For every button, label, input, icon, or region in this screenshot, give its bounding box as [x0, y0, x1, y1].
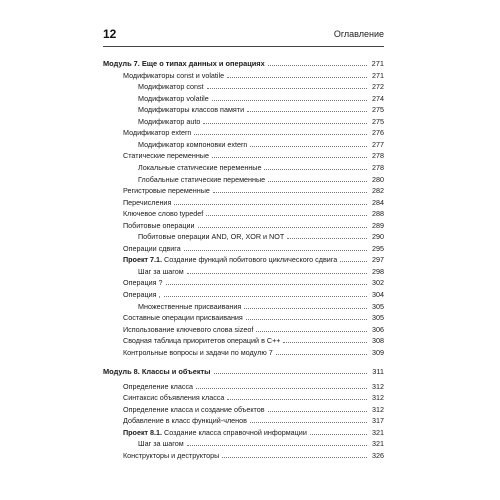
toc-page-number: 288 [372, 209, 384, 219]
toc-entry [103, 230, 384, 241]
toc-entry-label: Операции сдвига [123, 243, 181, 253]
toc-page-number: 321 [372, 427, 384, 437]
toc-page-number: 275 [372, 105, 384, 115]
toc-entry-label: Операция ? [123, 278, 163, 288]
toc-entry [103, 92, 384, 103]
toc-entry [103, 253, 384, 264]
toc-page-number: 309 [372, 347, 384, 357]
module-heading [103, 57, 384, 68]
toc-entry-label: Регистровые переменные [123, 186, 210, 196]
toc-entry-label: Определение класса [123, 381, 194, 391]
toc-entry [103, 449, 384, 460]
toc-entry [103, 173, 384, 184]
toc-entry-label: Побитовые операции AND, OR, XOR и NOT [138, 232, 285, 242]
toc-entry-label: Шаг за шагом [138, 266, 184, 276]
header-rule [103, 46, 384, 47]
toc-page-number: 278 [372, 151, 384, 161]
running-head: Оглавление [333, 29, 384, 39]
toc-page-number: 311 [372, 367, 384, 376]
dot-leader [287, 237, 367, 239]
toc-entry-label: Ключевое слово typedef [123, 209, 204, 219]
toc-entry [103, 323, 384, 334]
project-number: Проект 8.1. [123, 427, 163, 437]
toc-page-number: 305 [372, 313, 384, 323]
toc-entry-label: Составные операции присваивания [123, 313, 243, 323]
dot-leader [276, 353, 367, 355]
page-number: 12 [103, 27, 117, 41]
toc-page-number: 306 [372, 324, 384, 334]
toc-page-number: 297 [372, 255, 384, 265]
toc-entry [103, 149, 384, 160]
toc-entry-label: Сводная таблица приоритетов операций в C++ [123, 336, 281, 346]
toc-page-number: 308 [372, 336, 384, 346]
toc-entry [103, 403, 384, 414]
dot-leader [256, 330, 367, 332]
toc-entry [103, 242, 384, 253]
dot-leader [264, 168, 367, 170]
toc-page-number: 280 [372, 174, 384, 184]
dot-leader [206, 214, 367, 216]
toc-entry [103, 196, 384, 207]
toc-entry-label: Использование ключевого слова sizeof [123, 324, 254, 334]
toc-entry-label: Модификатор volatile [138, 93, 209, 103]
dot-leader [246, 318, 367, 320]
project-title: Создание функций побитового циклического сдвига [162, 255, 338, 265]
toc-page-number: 298 [372, 266, 384, 276]
toc-entry-label: Побитовые операции [123, 220, 195, 230]
dot-leader [213, 191, 367, 193]
toc-page-number: 304 [372, 290, 384, 299]
toc-entry [103, 126, 384, 137]
dot-leader [184, 249, 367, 251]
dot-leader [340, 260, 367, 262]
toc-page-number: 276 [372, 128, 384, 138]
dot-leader [207, 87, 367, 89]
toc-entry [103, 115, 384, 126]
toc-entry [103, 311, 384, 322]
project-title: Создание класса справочной информации [162, 427, 307, 437]
toc-page-number: 271 [372, 70, 384, 80]
toc-entry [103, 161, 384, 172]
toc-entry [103, 207, 384, 218]
dot-leader [244, 307, 367, 309]
toc-entry-label: Модуль 8. Классы и объекты [103, 367, 211, 376]
toc-page-number: 326 [372, 450, 384, 460]
toc-entry-label: Модуль 7. Еще о типах данных и операциях [103, 59, 265, 68]
toc-page-number: 295 [372, 243, 384, 253]
toc-page-number: 312 [372, 404, 384, 414]
toc-entry [103, 138, 384, 149]
toc-entry [103, 391, 384, 402]
toc-entry-label: Перечисления [123, 197, 172, 207]
dot-leader [212, 156, 367, 158]
toc-entry [103, 346, 384, 357]
dot-leader [203, 122, 367, 124]
dot-leader [250, 421, 367, 423]
toc-entry-label: Контрольные вопросы и задачи по модулю 7 [123, 347, 273, 357]
toc-entry [103, 380, 384, 391]
dot-leader [196, 387, 367, 389]
toc-entry-label [103, 428, 307, 437]
page-header [103, 27, 384, 43]
toc-entry-label: Модификатор auto [138, 116, 201, 126]
toc-page-number: 282 [372, 186, 384, 196]
toc-entry-label [103, 255, 337, 264]
toc-entry-label: Локальные статические переменные [138, 162, 262, 172]
toc-page-number: 312 [372, 393, 384, 403]
toc-entry-label: Шаг за шагом [138, 439, 184, 449]
dot-leader [174, 203, 367, 205]
dot-leader [250, 145, 367, 147]
toc-entry-label: Модификатор const [138, 82, 204, 92]
toc-page-number: 289 [372, 220, 384, 230]
toc-page-number: 305 [372, 301, 384, 311]
toc-page-number: 321 [372, 439, 384, 449]
toc-entry-label: Модификаторы const и volatile [123, 70, 225, 80]
dot-leader [310, 433, 367, 435]
dot-leader [164, 295, 368, 297]
dot-leader [268, 64, 367, 66]
toc-entry [103, 437, 384, 448]
toc-entry [103, 414, 384, 425]
dot-leader [187, 272, 367, 274]
dot-leader [227, 398, 367, 400]
dot-leader [198, 226, 367, 228]
toc-page-number: 274 [372, 93, 384, 103]
toc-page-number: 271 [371, 59, 384, 68]
toc-entry-label: Определение класса и создание объектов [123, 404, 265, 414]
toc-page-number: 277 [372, 139, 384, 149]
dot-leader [268, 180, 367, 182]
module-heading [103, 365, 384, 376]
toc-entry [103, 80, 384, 91]
dot-leader [227, 76, 367, 78]
dot-leader [222, 456, 367, 458]
toc-page-number: 275 [372, 116, 384, 126]
dot-leader [166, 283, 368, 285]
toc-page-number: 278 [372, 162, 384, 172]
toc-entry-label: Статические переменные [123, 151, 209, 161]
toc-entry [103, 69, 384, 80]
toc-page-number: 272 [372, 82, 384, 92]
toc-entry [103, 265, 384, 276]
toc-page-number: 290 [372, 232, 384, 242]
toc-entry [103, 288, 384, 299]
dot-leader [283, 341, 367, 343]
dot-leader [268, 410, 367, 412]
toc-entry-label: Глобальные статические переменные [138, 174, 266, 184]
toc-entry-label: Множественные присваивания [138, 301, 242, 311]
dot-leader [187, 444, 367, 446]
toc-page-number: 302 [372, 278, 384, 288]
toc-page-number: 312 [372, 381, 384, 391]
toc-entry [103, 426, 384, 437]
toc-entry [103, 103, 384, 114]
toc-entry [103, 184, 384, 195]
toc-entry-label: Модификатор extern [123, 128, 192, 138]
dot-leader [247, 110, 367, 112]
toc-entry [103, 300, 384, 311]
toc-entry [103, 334, 384, 345]
toc-entry [103, 276, 384, 287]
toc-entry-label: Синтаксис объявления класса [123, 393, 225, 403]
dot-leader [212, 99, 367, 101]
project-number: Проект 7.1. [123, 255, 163, 265]
dot-leader [214, 372, 368, 374]
toc-entry [103, 219, 384, 230]
toc-entry-label: Конструкторы и деструкторы [123, 450, 220, 460]
toc-entry-label: Операция , [123, 290, 161, 299]
dot-leader [194, 133, 367, 135]
toc-entry-label: Модификатор компоновки extern [138, 139, 248, 149]
toc-entry-label: Добавление в класс функций-членов [123, 416, 247, 426]
toc-page-number: 317 [372, 416, 384, 426]
toc-page-number: 284 [372, 197, 384, 207]
toc-entry-label: Модификаторы классов памяти [138, 105, 245, 115]
